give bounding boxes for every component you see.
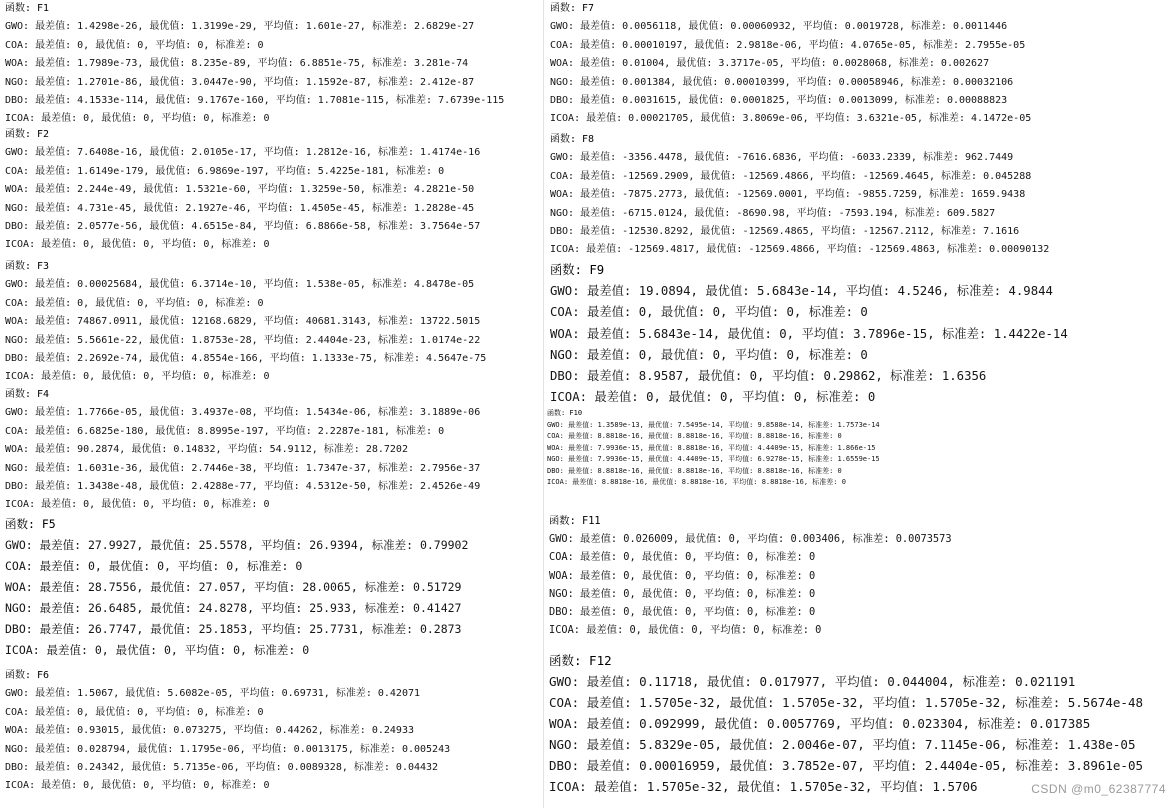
result-row: COA: 最差值: 0, 最优值: 0, 平均值: 0, 标准差: 0 <box>5 39 264 51</box>
result-row: NGO: 最差值: 0.028794, 最优值: 1.1795e-06, 平均值: 0.0013175, 标准差: 0.005243 <box>5 743 451 755</box>
result-row: WOA: 最差值: 0.092999, 最优值: 0.0057769, 平均值: 0.023304, 标准差: 0.017385 <box>549 716 1091 731</box>
result-row: ICOA: 最差值: 0, 最优值: 0, 平均值: 0, 标准差: 0 <box>5 113 270 125</box>
result-row: NGO: 最差值: 1.6031e-36, 最优值: 2.7446e-38, 平均值: 1.7347e-37, 标准差: 2.7956e-37 <box>5 462 481 474</box>
results-panel-f4 <box>0 386 545 514</box>
results-panel-f2 <box>0 126 545 258</box>
result-row: WOA: 最差值: 90.2874, 最优值: 0.14832, 平均值: 54.9112, 标准差: 28.7202 <box>5 444 408 456</box>
result-row: DBO: 最差值: -12530.8292, 最优值: -12569.4865, 平均值: -12567.2112, 标准差: 7.1616 <box>550 225 1020 237</box>
function-title: 函数: F8 <box>550 134 595 145</box>
function-title: 函数: F10 <box>547 409 583 417</box>
function-title: 函数: F6 <box>5 670 50 681</box>
result-row: ICOA: 最差值: 8.8818e-16, 最优值: 8.8818e-16, 平均值: 8.8818e-16, 标准差: 0 <box>547 478 846 486</box>
result-row: WOA: 最差值: 0.93015, 最优值: 0.073275, 平均值: 0.44262, 标准差: 0.24933 <box>5 725 414 737</box>
result-row: ICOA: 最差值: 1.5705e-32, 最优值: 1.5705e-32, 平均值: 1.5706 <box>549 779 978 794</box>
result-row: DBO: 最差值: 8.9587, 最优值: 0, 平均值: 0.29862, 标准差: 1.6356 <box>550 368 987 383</box>
result-row: GWO: 最差值: -3356.4478, 最优值: -7616.6836, 平均值: -6033.2339, 标准差: 962.7449 <box>550 152 1014 164</box>
result-row: COA: 最差值: 0, 最优值: 0, 平均值: 0, 标准差: 0 <box>5 706 264 718</box>
result-row: GWO: 最差值: 19.0894, 最优值: 5.6843e-14, 平均值: 4.5246, 标准差: 4.9844 <box>550 284 1053 299</box>
result-row: GWO: 最差值: 0.026009, 最优值: 0, 平均值: 0.003406, 标准差: 0.0073573 <box>549 533 952 546</box>
result-row: DBO: 最差值: 2.2692e-74, 最优值: 4.8554e-166, 平均值: 1.1333e-75, 标准差: 4.5647e-75 <box>5 352 487 364</box>
result-row: COA: 最差值: 6.6825e-180, 最优值: 8.8995e-197, 平均值: 2.2287e-181, 标准差: 0 <box>5 425 445 437</box>
result-row: WOA: 最差值: 1.7989e-73, 最优值: 8.235e-89, 平均值: 6.8851e-75, 标准差: 3.281e-74 <box>5 58 469 70</box>
function-title: 函数: F3 <box>5 261 50 272</box>
function-title: 函数: F7 <box>550 3 595 14</box>
function-title: 函数: F5 <box>5 517 56 531</box>
function-title: 函数: F1 <box>5 3 50 14</box>
result-row: ICOA: 最差值: 0, 最优值: 0, 平均值: 0, 标准差: 0 <box>549 624 822 637</box>
function-title: 函数: F11 <box>549 515 601 527</box>
result-row: WOA: 最差值: 74867.0911, 最优值: 12168.6829, 平均值: 40681.3143, 标准差: 13722.5015 <box>5 316 481 328</box>
watermark: CSDN @m0_62387774 <box>1031 782 1166 796</box>
result-row: ICOA: 最差值: 0, 最优值: 0, 平均值: 0, 标准差: 0 <box>5 371 270 383</box>
result-row: GWO: 最差值: 0.11718, 最优值: 0.017977, 平均值: 0.044004, 标准差: 0.021191 <box>549 674 1076 689</box>
column-divider <box>543 0 544 808</box>
result-row: DBO: 最差值: 2.0577e-56, 最优值: 4.6515e-84, 平均值: 6.8866e-58, 标准差: 3.7564e-57 <box>5 220 481 232</box>
result-row: COA: 最差值: 0, 最优值: 0, 平均值: 0, 标准差: 0 <box>5 297 264 309</box>
results-panel-f11 <box>545 512 1170 642</box>
result-row: DBO: 最差值: 0, 最优值: 0, 平均值: 0, 标准差: 0 <box>549 605 816 618</box>
result-row: DBO: 最差值: 4.1533e-114, 最优值: 9.1767e-160, 平均值: 1.7081e-115, 标准差: 7.6739e-115 <box>5 94 505 106</box>
result-row: COA: 最差值: 0, 最优值: 0, 平均值: 0, 标准差: 0 <box>550 305 868 320</box>
result-row: DBO: 最差值: 8.8818e-16, 最优值: 8.8818e-16, 平均值: 8.8818e-16, 标准差: 0 <box>547 466 842 475</box>
result-row: ICOA: 最差值: -12569.4817, 最优值: -12569.4866, 平均值: -12569.4863, 标准差: 0.00090132 <box>550 244 1050 256</box>
result-row: ICOA: 最差值: 0, 最优值: 0, 平均值: 0, 标准差: 0 <box>550 390 876 405</box>
result-row: WOA: 最差值: 5.6843e-14, 最优值: 0, 平均值: 3.7896e-15, 标准差: 1.4422e-14 <box>550 326 1068 341</box>
result-row: WOA: 最差值: -7875.2773, 最优值: -12569.0001, 平均值: -9855.7259, 标准差: 1659.9438 <box>550 189 1026 201</box>
result-row: COA: 最差值: 1.6149e-179, 最优值: 6.9869e-197, 平均值: 5.4225e-181, 标准差: 0 <box>5 165 445 177</box>
result-row: NGO: 最差值: 26.6485, 最优值: 24.8278, 平均值: 25.933, 标准差: 0.41427 <box>5 601 462 615</box>
result-row: NGO: 最差值: -6715.0124, 最优值: -8690.98, 平均值: -7593.194, 标准差: 609.5827 <box>550 207 996 219</box>
result-row: ICOA: 最差值: 0.00021705, 最优值: 3.8069e-06, 平均值: 3.6321e-05, 标准差: 4.1472e-05 <box>550 113 1032 125</box>
result-row: DBO: 最差值: 26.7747, 最优值: 25.1853, 平均值: 25.7731, 标准差: 0.2873 <box>5 622 462 636</box>
result-row: GWO: 最差值: 7.6408e-16, 最优值: 2.0105e-17, 平均值: 1.2812e-16, 标准差: 1.4174e-16 <box>5 147 481 159</box>
result-row: COA: 最差值: 0, 最优值: 0, 平均值: 0, 标准差: 0 <box>549 551 816 564</box>
result-row: COA: 最差值: 8.8818e-16, 最优值: 8.8818e-16, 平均值: 8.8818e-16, 标准差: 0 <box>547 432 842 440</box>
result-row: GWO: 最差值: 1.7766e-05, 最优值: 3.4937e-08, 平均值: 1.5434e-06, 标准差: 3.1889e-06 <box>5 407 481 419</box>
result-row: GWO: 最差值: 27.9927, 最优值: 25.5578, 平均值: 26.9394, 标准差: 0.79902 <box>5 538 469 552</box>
result-row: NGO: 最差值: 0, 最优值: 0, 平均值: 0, 标准差: 0 <box>549 587 816 600</box>
result-row: WOA: 最差值: 28.7556, 最优值: 27.057, 平均值: 28.0065, 标准差: 0.51729 <box>5 580 462 594</box>
results-panel-f8 <box>545 131 1170 260</box>
function-title: 函数: F2 <box>5 129 50 140</box>
result-row: GWO: 最差值: 0.0056118, 最优值: 0.00060932, 平均值: 0.0019728, 标准差: 0.0011446 <box>550 21 1008 33</box>
result-row: DBO: 最差值: 0.00016959, 最优值: 3.7852e-07, 平均值: 2.4404e-05, 标准差: 3.8961e-05 <box>549 758 1144 773</box>
result-row: ICOA: 最差值: 0, 最优值: 0, 平均值: 0, 标准差: 0 <box>5 780 270 792</box>
result-row: GWO: 最差值: 1.3589e-13, 最优值: 7.5495e-14, 平均值: 9.8588e-14, 标准差: 1.7573e-14 <box>547 420 880 429</box>
results-panel-f7 <box>545 0 1170 130</box>
result-row: GWO: 最差值: 1.4298e-26, 最优值: 1.3199e-29, 平均值: 1.601e-27, 标准差: 2.6829e-27 <box>5 21 475 33</box>
result-row: NGO: 最差值: 5.8329e-05, 最优值: 2.0046e-07, 平均值: 7.1145e-06, 标准差: 1.438e-05 <box>549 737 1136 752</box>
result-row: COA: 最差值: 0, 最优值: 0, 平均值: 0, 标准差: 0 <box>5 559 303 573</box>
result-row: GWO: 最差值: 1.5067, 最优值: 5.6082e-05, 平均值: 0.69731, 标准差: 0.42071 <box>5 688 421 700</box>
result-row: NGO: 最差值: 7.9936e-15, 最优值: 4.4409e-15, 平均值: 6.9278e-15, 标准差: 1.6559e-15 <box>547 455 880 463</box>
result-row: NGO: 最差值: 4.731e-45, 最优值: 2.1927e-46, 平均值: 1.4505e-45, 标准差: 1.2828e-45 <box>5 202 475 214</box>
results-panel-f10 <box>545 408 1170 510</box>
result-row: NGO: 最差值: 5.5661e-22, 最优值: 1.8753e-28, 平均值: 2.4404e-23, 标准差: 1.0174e-22 <box>5 334 481 346</box>
result-row: DBO: 最差值: 1.3438e-48, 最优值: 2.4288e-77, 平均值: 4.5312e-50, 标准差: 2.4526e-49 <box>5 480 481 492</box>
result-row: WOA: 最差值: 2.244e-49, 最优值: 1.5321e-60, 平均值: 1.3259e-50, 标准差: 4.2821e-50 <box>5 184 475 196</box>
result-row: NGO: 最差值: 0, 最优值: 0, 平均值: 0, 标准差: 0 <box>550 347 868 362</box>
result-row: WOA: 最差值: 0.01004, 最优值: 3.3717e-05, 平均值: 0.0028068, 标准差: 0.002627 <box>550 58 990 70</box>
result-row: COA: 最差值: -12569.2909, 最优值: -12569.4866, 平均值: -12569.4645, 标准差: 0.045288 <box>550 170 1032 182</box>
result-row: DBO: 最差值: 0.0031615, 最优值: 0.0001825, 平均值: 0.0013099, 标准差: 0.00088823 <box>550 94 1008 106</box>
result-row: COA: 最差值: 1.5705e-32, 最优值: 1.5705e-32, 平均值: 1.5705e-32, 标准差: 5.5674e-48 <box>549 695 1144 710</box>
function-title: 函数: F9 <box>550 263 605 277</box>
result-row: ICOA: 最差值: 0, 最优值: 0, 平均值: 0, 标准差: 0 <box>5 643 310 657</box>
result-row: COA: 最差值: 0.00010197, 最优值: 2.9818e-06, 平均值: 4.0765e-05, 标准差: 2.7955e-05 <box>550 39 1026 51</box>
result-row: GWO: 最差值: 0.00025684, 最优值: 6.3714e-10, 平均值: 1.538e-05, 标准差: 4.8478e-05 <box>5 279 475 291</box>
result-row: ICOA: 最差值: 0, 最优值: 0, 平均值: 0, 标准差: 0 <box>5 499 270 511</box>
function-title: 函数: F4 <box>5 389 50 400</box>
result-row: NGO: 最差值: 0.001384, 最优值: 0.00010399, 平均值: 0.00058946, 标准差: 0.00032106 <box>550 76 1014 88</box>
results-panel-f9 <box>545 260 1170 408</box>
results-panel-f1 <box>0 0 545 125</box>
results-panel-f6 <box>0 667 545 808</box>
result-row: NGO: 最差值: 1.2701e-86, 最优值: 3.0447e-90, 平均值: 1.1592e-87, 标准差: 2.412e-87 <box>5 76 475 88</box>
result-row: DBO: 最差值: 0.24342, 最优值: 5.7135e-06, 平均值: 0.0089328, 标准差: 0.04432 <box>5 761 439 773</box>
result-row: ICOA: 最差值: 0, 最优值: 0, 平均值: 0, 标准差: 0 <box>5 239 270 251</box>
results-panel-f3 <box>0 258 545 386</box>
result-row: WOA: 最差值: 0, 最优值: 0, 平均值: 0, 标准差: 0 <box>549 569 816 582</box>
function-title: 函数: F12 <box>549 653 612 668</box>
result-row: WOA: 最差值: 7.9936e-15, 最优值: 8.8818e-16, 平均值: 4.4409e-15, 标准差: 1.866e-15 <box>547 443 876 452</box>
results-panel-f5 <box>0 514 545 664</box>
